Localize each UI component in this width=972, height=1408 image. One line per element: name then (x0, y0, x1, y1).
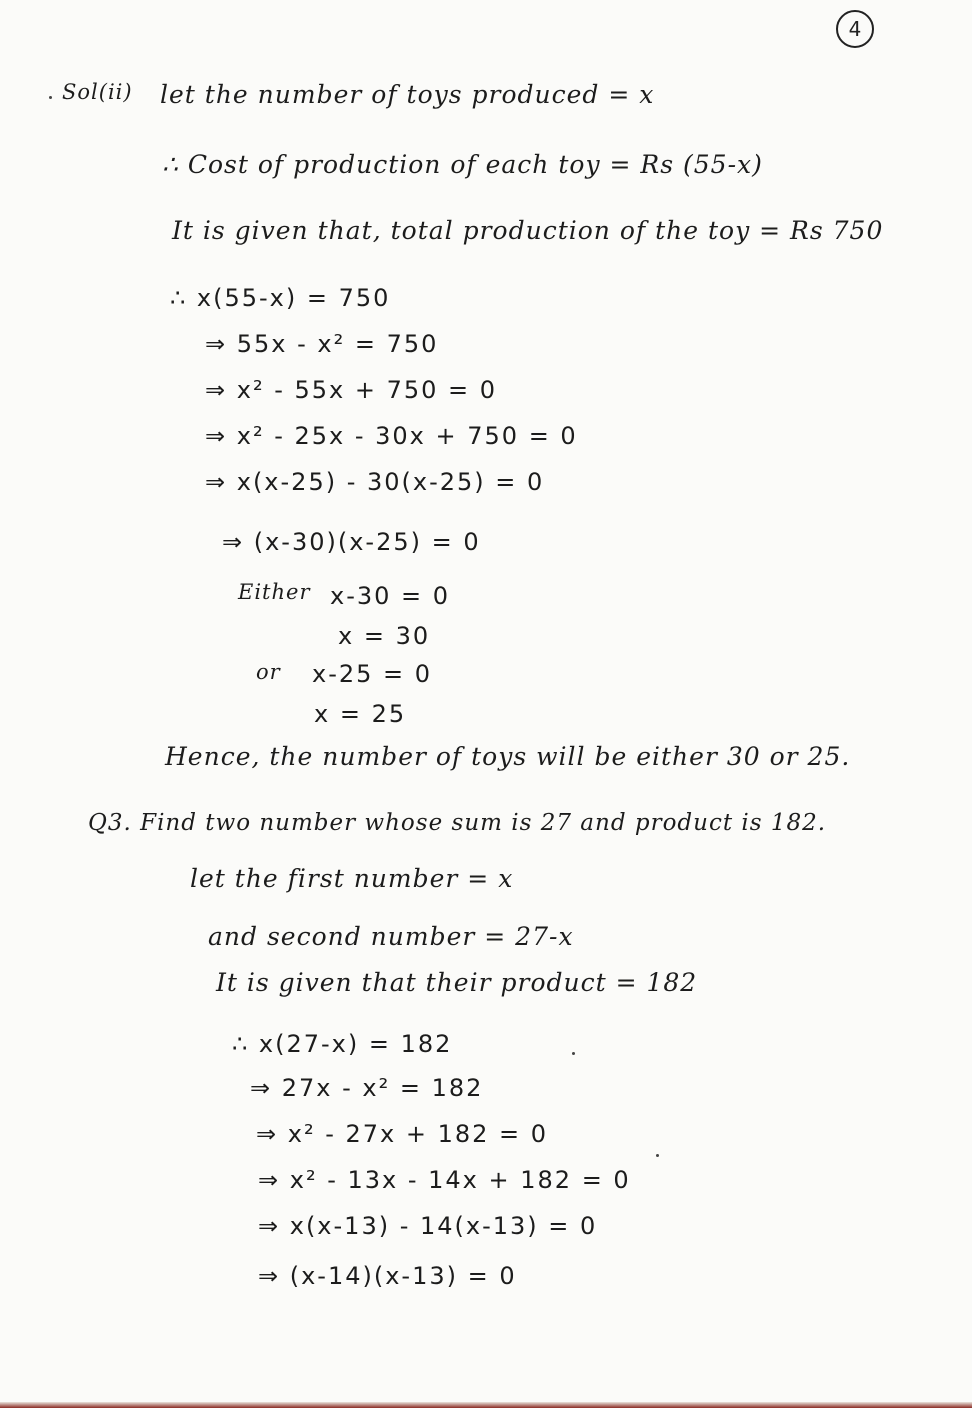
stray-dot (656, 1154, 659, 1157)
eq2-standard-form: ⇒ x² - 27x + 182 = 0 (256, 1120, 549, 1148)
eq2-group: ⇒ x(x-13) - 14(x-13) = 0 (258, 1212, 598, 1240)
eq-setup: ∴ x(55-x) = 750 (170, 284, 391, 312)
either-label: Either (238, 580, 311, 604)
eq-factored: ⇒ (x-30)(x-25) = 0 (222, 528, 481, 556)
eq-standard-form: ⇒ x² - 55x + 750 = 0 (205, 376, 498, 404)
eq-group: ⇒ x(x-25) - 30(x-25) = 0 (205, 468, 545, 496)
line-toys-produced: let the number of toys produced = x (160, 80, 655, 109)
page-number: 4 (836, 10, 874, 48)
eq2-setup: ∴ x(27-x) = 182 (232, 1030, 453, 1058)
eq2-split-middle: ⇒ x² - 13x - 14x + 182 = 0 (258, 1166, 631, 1194)
eq-root2-zero: x-25 = 0 (312, 660, 433, 688)
conclusion-line: Hence, the number of toys will be either 30 or 25. (165, 742, 851, 771)
margin-dot (49, 96, 52, 99)
eq2-factored: ⇒ (x-14)(x-13) = 0 (258, 1262, 517, 1290)
eq2-expand: ⇒ 27x - x² = 182 (250, 1074, 484, 1102)
solution-label: Sol(ii) (62, 80, 133, 104)
eq-expand: ⇒ 55x - x² = 750 (205, 330, 439, 358)
line-second-number: and second number = 27-x (208, 922, 574, 951)
or-label: or (256, 660, 281, 684)
line-cost-each-toy: ∴ Cost of production of each toy = Rs (55-x) (162, 150, 763, 179)
eq-root1-zero: x-30 = 0 (330, 582, 451, 610)
line-given-total: It is given that, total production of the toy = Rs 750 (172, 216, 884, 245)
eq-root1: x = 30 (338, 622, 431, 650)
line-given-product: It is given that their product = 182 (216, 968, 698, 997)
question-3: Q3. Find two number whose sum is 27 and product is 182. (88, 810, 827, 836)
page-bottom-edge (0, 1402, 972, 1408)
line-first-number: let the first number = x (190, 864, 514, 893)
eq-split-middle: ⇒ x² - 25x - 30x + 750 = 0 (205, 422, 578, 450)
eq-root2: x = 25 (314, 700, 407, 728)
stray-dot (572, 1052, 575, 1055)
